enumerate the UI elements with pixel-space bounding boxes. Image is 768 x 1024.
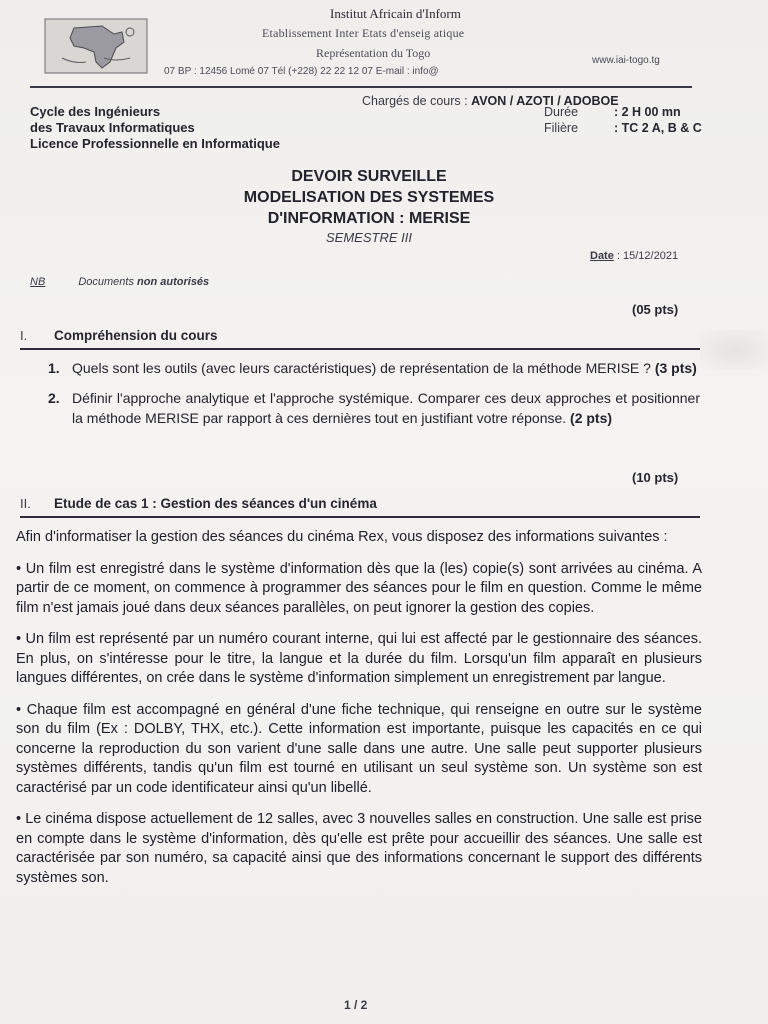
date-label: Date [590, 250, 614, 262]
case-study-body [16, 528, 702, 900]
exam-title [194, 166, 544, 245]
program-line: Licence Professionnelle en Informatique [30, 136, 280, 151]
exam-meta [544, 104, 702, 136]
header-divider [30, 86, 692, 88]
section1-number: I. [20, 328, 28, 343]
program-block [30, 104, 280, 152]
question-item [48, 358, 700, 378]
question-text: Quels sont les outils (avec leurs caractéristiques) de représentation de la méthode MERISE ? [72, 360, 651, 376]
nb-label: NB [30, 276, 46, 288]
title-line: MODELISATION DES SYSTEMES [243, 189, 495, 206]
section1-title: Compréhension du cours [54, 328, 218, 343]
nb-text-bold: non autorisés [137, 276, 210, 288]
exam-date [590, 250, 678, 262]
paper-stain [700, 330, 768, 370]
institute-name: Institut Africain d'Inform [330, 6, 461, 21]
duration-value: : 2 H 00 mn [614, 105, 681, 119]
question-number: 1. [48, 360, 60, 376]
instructors-label: Chargés de cours : [362, 94, 468, 108]
track-label: Filière [544, 121, 579, 135]
case-study-paragraph: • Un film est représenté par un numéro courant interne, qui lui est affecté par le gestionnaire des séances. En plus, on s'intéresse pour le titre, la langue et la durée du film. Lorsqu'un film apparaît en plusieurs langues différentes, on crée dans le système d'information simplement un enregistrement par langue. [16, 631, 702, 686]
case-study-paragraph: • Le cinéma dispose actuellement de 12 salles, avec 3 nouvelles salles en construction. Une salle est prise en compte dans le système d'information, dès qu'elle est prête pour accueillir des séances. Une salle est caractérisée par son numéro, sa capacité ainsi que des informations concernant le support des différents systèmes son. [16, 811, 702, 886]
institute-contact: 07 BP : 12456 Lomé 07 Tél (+228) 22 22 12 07 E-mail : info@ [164, 66, 439, 77]
section1-header [20, 328, 700, 352]
date-value: : 15/12/2021 [616, 250, 679, 262]
section2-rule [20, 516, 700, 518]
question-item [48, 388, 700, 428]
section2-points: (10 pts) [632, 470, 679, 485]
section2-header [20, 496, 700, 520]
semester: SEMESTRE III [326, 230, 412, 245]
page-number: 1 / 2 [344, 998, 368, 1012]
question-number: 2. [48, 390, 60, 406]
program-line: Cycle des Ingénieurs [30, 104, 161, 119]
nb-text: Documents [78, 276, 134, 288]
question-text: Définir l'approche analytique et l'approche systémique. Comparer ces deux approches et positionner la méthode MERISE par rapport à ces dernières tout en justifiant votre réponse. [72, 390, 700, 426]
case-study-paragraph: • Un film est enregistré dans le système d'information dès que la (les) copie(s) sont arrivées au cinéma. A partir de ce moment, on commence à programmer des séances pour le film en question. Comme le même film n'est jamais joué dans deux séances parallèles, on peut ignorer la gestion des copies. [16, 560, 702, 616]
section1-rule [20, 348, 700, 350]
question-list [48, 358, 700, 438]
institute-representation: Représentation du Togo [316, 46, 431, 60]
section2-number: II. [20, 496, 31, 511]
duration-row [544, 104, 702, 120]
track-row [544, 120, 702, 136]
instructors-names: AVON / AZOTI / ADOBOE [471, 94, 619, 108]
duration-label: Durée [544, 105, 579, 119]
case-study-intro: Afin d'informatiser la gestion des séances du cinéma Rex, vous disposez des informations suivantes : [16, 529, 668, 545]
institute-website: www.iai-togo.tg [592, 55, 660, 66]
title-line: DEVOIR SURVEILLE [291, 168, 447, 185]
section2-title: Etude de cas 1 : Gestion des séances d'un cinéma [54, 496, 377, 511]
section1-points: (05 pts) [632, 302, 679, 317]
program-line: des Travaux Informatiques [30, 120, 195, 135]
nota-bene [30, 276, 209, 288]
title-line: D'INFORMATION : MERISE [267, 210, 471, 227]
institute-subtitle: Etablissement Inter Etats d'enseig atique [262, 26, 465, 40]
track-value: : TC 2 A, B & C [614, 121, 702, 135]
question-points: (3 pts) [654, 360, 697, 376]
question-points: (2 pts) [570, 410, 613, 426]
case-study-paragraph: • Chaque film est accompagné en général d'une fiche technique, qui renseigne en outre sur le système son du film (Ex : DOLBY, THX, etc.). Cette information est importante, puisque les capacités en ce qui concerne la reproduction du son varient d'une salle dans une autre. Une salle peut supporter plusieurs systèmes différents, tandis qu'un film est tourné en utilisant un seul système son. Un système son est caractérisé par un code identificateur ainsi qu'un libellé. [16, 701, 702, 796]
institute-logo [44, 18, 148, 74]
